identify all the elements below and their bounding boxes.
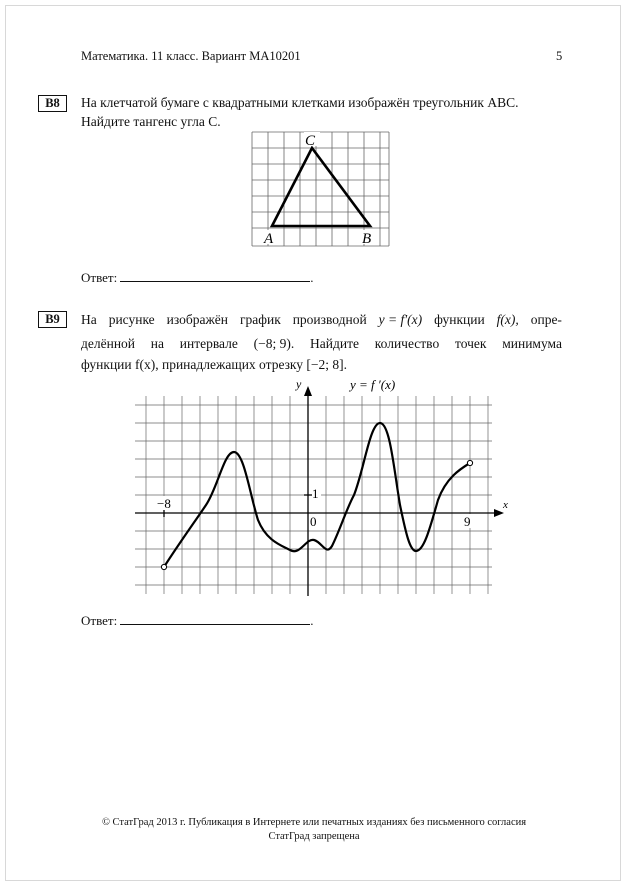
b9-answer-label: Ответ: (81, 613, 118, 628)
task-label-b9: B9 (38, 311, 67, 328)
tick-label-zero: 0 (310, 514, 317, 529)
b9-word: минимума (502, 336, 562, 351)
footer-line2: СтатГрад запрещена (268, 831, 360, 842)
b8-answer-label: Ответ: (81, 270, 118, 285)
footer (0, 816, 628, 844)
y-axis-arrow (304, 386, 312, 396)
b8-answer-tail: . (310, 270, 314, 285)
b8-grid (252, 132, 389, 246)
b9-line3: функции f(x), принадлежащих отрезку [−2; 8]. (81, 357, 348, 372)
b9-line2 (81, 336, 562, 352)
b9-formula: y = f′(x) (378, 312, 423, 327)
b9-word: на (150, 336, 164, 351)
b9-word: делённой (81, 336, 136, 351)
page-number: 5 (556, 49, 563, 63)
b8-line2: Найдите тангенс угла C. (81, 113, 221, 129)
tick-label-nine: 9 (464, 514, 471, 529)
b9-answer (81, 613, 313, 629)
footer-line1: © СтатГрад 2013 г. Публикация в Интернете или печатных изданиях без письменного согласия (101, 817, 527, 828)
b9-formula: f(x), (496, 312, 519, 327)
header-title: Математика. 11 класс. Вариант МА10201 (81, 49, 301, 63)
b9-graph (120, 372, 515, 600)
function-label: y = f ′(x) (350, 377, 396, 392)
b9-word: рисунке (108, 312, 155, 327)
b8-answer-blank[interactable] (120, 270, 310, 282)
vertex-a-label: A (264, 231, 274, 247)
b9-word: график (239, 312, 281, 327)
b9-word: На (81, 312, 97, 327)
b9-word: Найдите (310, 336, 359, 351)
b9-word: количество (374, 336, 440, 351)
b8-text (81, 94, 518, 131)
b9-line1 (81, 312, 562, 328)
b8-grid-figure (248, 130, 394, 250)
vertex-c-label: C (305, 133, 316, 149)
y-axis-label: y (296, 377, 302, 391)
b9-word: функции (434, 312, 485, 327)
b9-word: точек (454, 336, 487, 351)
b8-line1: На клетчатой бумаге с квадратными клетками изображён треугольник ABC. (81, 95, 519, 110)
tick-label-one: 1 (312, 486, 319, 501)
vertex-b-label: B (362, 231, 372, 247)
b9-answer-tail: . (310, 613, 314, 628)
task-label-b8: B8 (38, 95, 67, 112)
b9-word: производной (292, 312, 367, 327)
b9-word: интервале (179, 336, 238, 351)
triangle-abc (272, 148, 370, 226)
b9-word: изображён (166, 312, 228, 327)
x-axis-label: x (503, 499, 508, 511)
curve-start-point (161, 564, 166, 569)
curve-end-point (467, 460, 472, 465)
b9-interval: (−8; 9). (253, 336, 295, 351)
b9-word: опре- (530, 312, 562, 327)
tick-label-minus8: −8 (157, 496, 171, 511)
b8-answer (81, 270, 313, 286)
b9-answer-blank[interactable] (120, 613, 310, 625)
